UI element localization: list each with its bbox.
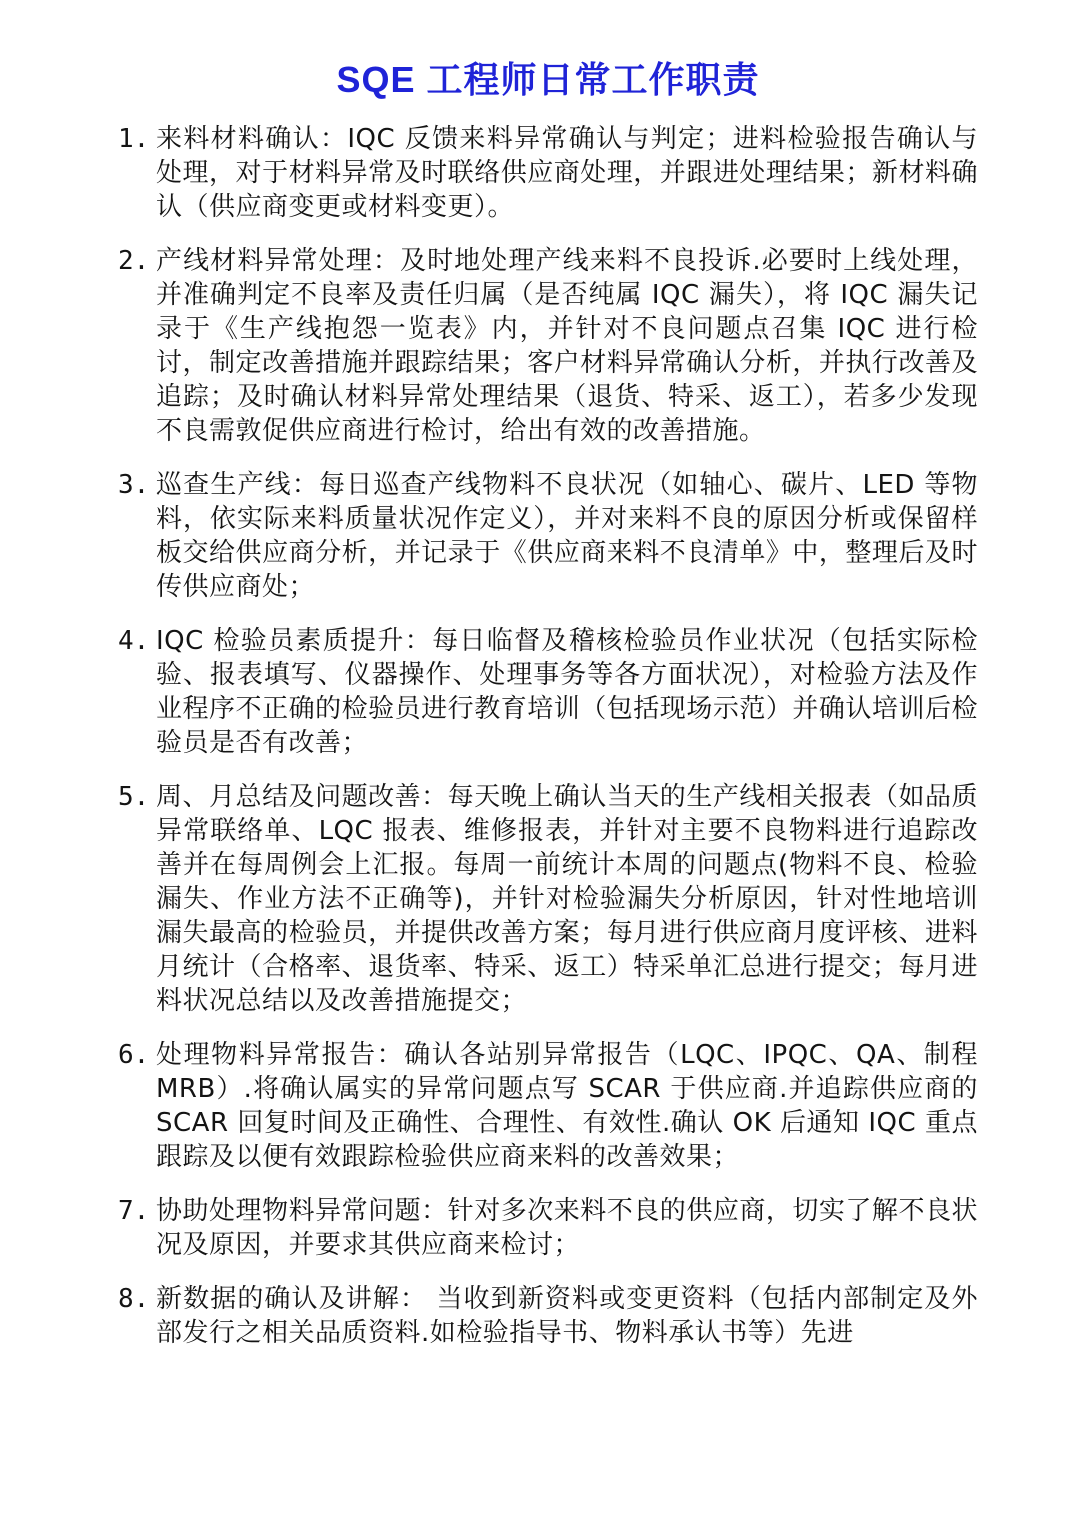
list-item-text: 巡查生产线：每日巡查产线物料不良状况（如轴心、碳片、LED 等物料，依实际来料质量状况作定义），并对来料不良的原因分析或保留样板交给供应商分析，并记录于《供应商来料不良清单》中，整理后及时传供应商处； bbox=[156, 470, 978, 602]
list-item-number: 3. bbox=[118, 470, 150, 500]
list-item-number: 4. bbox=[118, 626, 150, 656]
list-item bbox=[118, 780, 978, 1018]
list-item bbox=[118, 122, 978, 224]
list-item-number: 6. bbox=[118, 1040, 150, 1070]
list-item-text: 周、月总结及问题改善：每天晚上确认当天的生产线相关报表（如品质异常联络单、LQC 报表、维修报表，并针对主要不良物料进行追踪改善并在每周例会上汇报。每周一前统计本周的问题点(物料不良、检验漏失、作业方法不正确等)，并针对检验漏失分析原因，针对性地培训漏失最高的检验员，并提供改善方案；每月进行供应商月度评核、进料月统计（合格率、退货率、特采、返工）特采单汇总进行提交；每月进料状况总结以及改善措施提交； bbox=[156, 782, 978, 1016]
list-item bbox=[118, 1038, 978, 1174]
list-item-text: IQC 检验员素质提升：每日临督及稽核检验员作业状况（包括实际检验、报表填写、仪器操作、处理事务等各方面状况），对检验方法及作业程序不正确的检验员进行教育培训（包括现场示范）并确认培训后检验员是否有改善； bbox=[156, 626, 978, 758]
list-item-text: 新数据的确认及讲解： 当收到新资料或变更资料（包括内部制定及外部发行之相关品质资料.如检验指导书、物料承认书等）先进 bbox=[156, 1284, 978, 1348]
list-item-text: 来料材料确认：IQC 反馈来料异常确认与判定；进料检验报告确认与处理，对于材料异常及时联络供应商处理，并跟进处理结果；新材料确认（供应商变更或材料变更）。 bbox=[156, 124, 978, 222]
list-item-number: 5. bbox=[118, 782, 150, 812]
list-item bbox=[118, 468, 978, 604]
list-item-number: 2. bbox=[118, 246, 150, 276]
document-title: SQE 工程师日常工作职责 bbox=[336, 59, 760, 100]
list-item bbox=[118, 1194, 978, 1262]
list-item-number: 1. bbox=[118, 124, 150, 154]
list-item-text: 产线材料异常处理：及时地处理产线来料不良投诉.必要时上线处理，并准确判定不良率及责任归属（是否纯属 IQC 漏失），将 IQC 漏失记录于《生产线抱怨一览表》内，并针对不良问题点召集 IQC 进行检讨，制定改善措施并跟踪结果；客户材料异常确认分析，并执行改善及追踪；及时确认材料异常处理结果（退货、特采、返工），若多少发现不良需敦促供应商进行检讨，给出有效的改善措施。 bbox=[156, 246, 978, 446]
responsibility-list bbox=[118, 122, 978, 1350]
list-item-number: 8. bbox=[118, 1284, 150, 1314]
list-item-text: 协助处理物料异常问题：针对多次来料不良的供应商，切实了解不良状况及原因，并要求其供应商来检讨； bbox=[156, 1196, 978, 1260]
list-item bbox=[118, 624, 978, 760]
list-item bbox=[118, 244, 978, 448]
list-item-number: 7. bbox=[118, 1196, 150, 1226]
list-item bbox=[118, 1282, 978, 1350]
list-item-text: 处理物料异常报告：确认各站别异常报告（LQC、IPQC、QA、制程 MRB）.将确认属实的异常问题点写 SCAR 于供应商.并追踪供应商的 SCAR 回复时间及正确性、合理性、有效性.确认 OK 后通知 IQC 重点跟踪及以便有效跟踪检验供应商来料的改善效果； bbox=[156, 1040, 978, 1172]
